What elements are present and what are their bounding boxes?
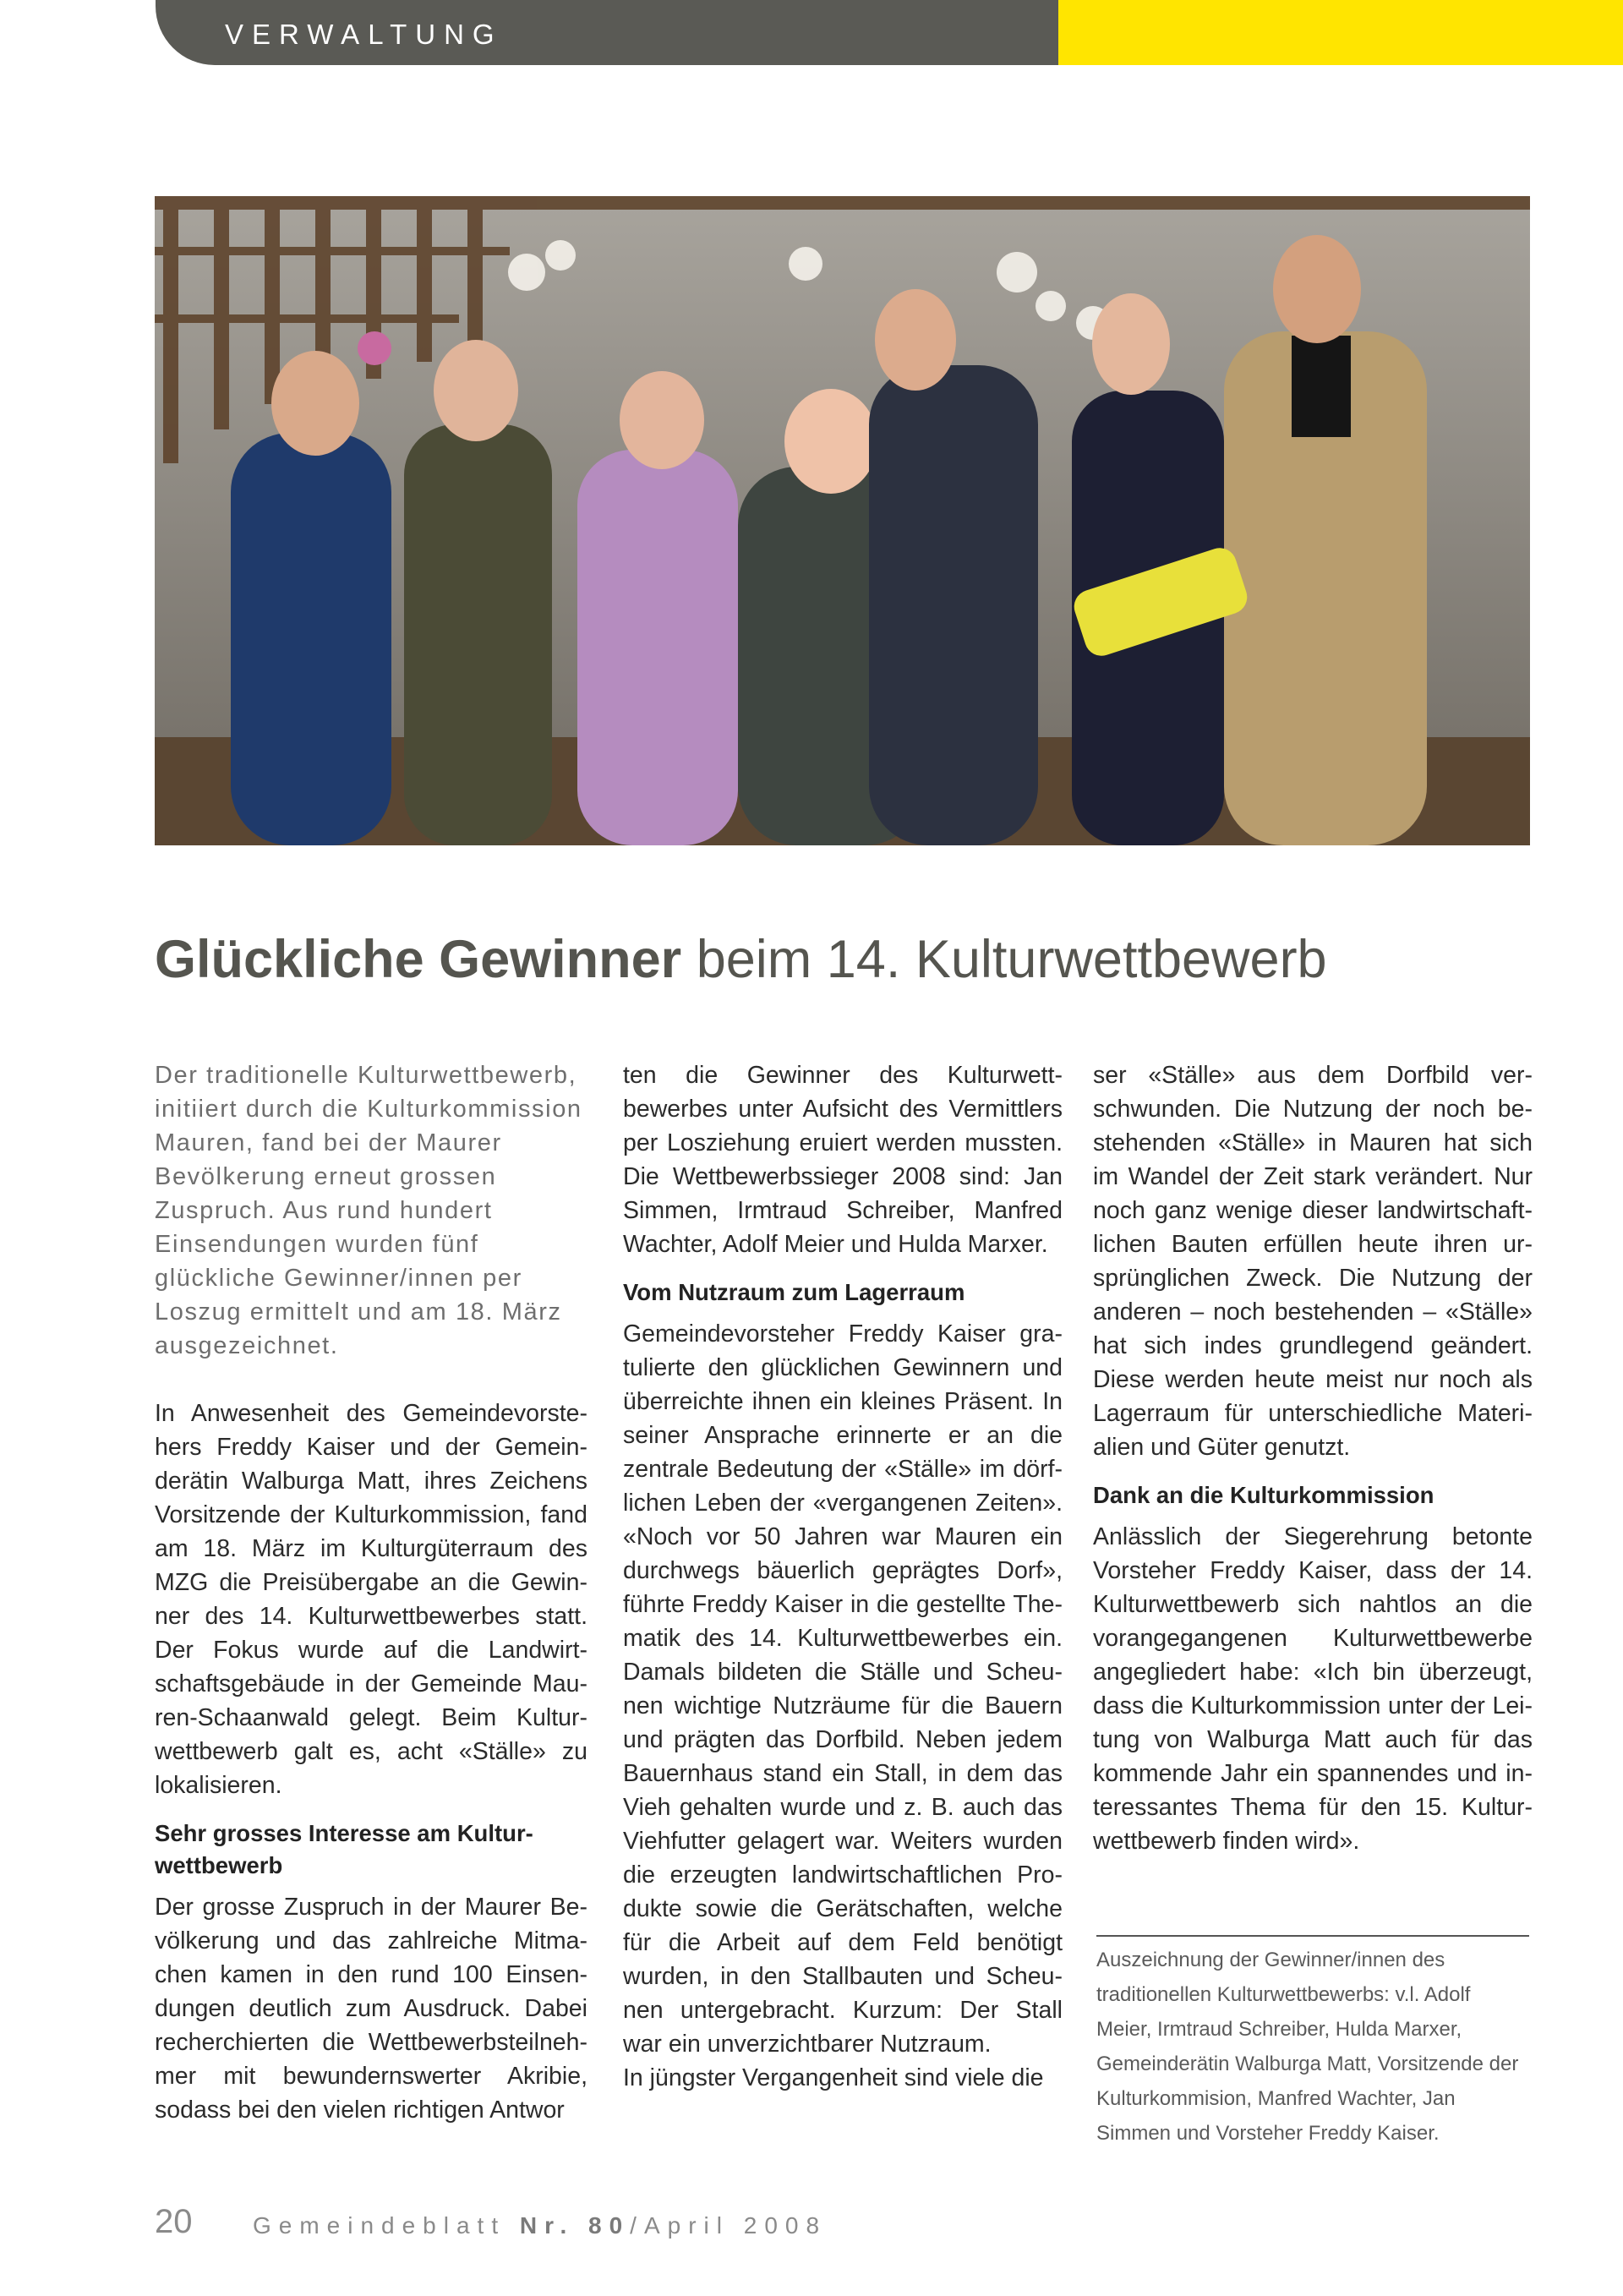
- issue-date: /April 2008: [630, 2212, 828, 2239]
- article-subheading: Vom Nutzraum zum Lagerraum: [623, 1279, 965, 1305]
- section-title: VERWALTUNG: [225, 19, 503, 50]
- issue-label: Nr. 80: [519, 2212, 631, 2239]
- caption-divider: [1096, 1935, 1529, 1937]
- article-paragraph: Der grosse Zuspruch in der Maurer Bevölkerung und das zahlreiche Mitmachen kamen in den rund 100 Einsendungen deutlich zum Ausdruck. Dabei recherchierten die Wettbewerbsteilnehmer mit bewundernswerter Akribie, sodass bei den vielen richtigen Antwor: [155, 1894, 587, 2124]
- headline-bold: Glückliche Gewinner: [155, 930, 682, 989]
- article-column-2: [623, 1058, 1063, 2095]
- photo-caption: Auszeichnung der Gewinner/innen des traditionellen Kulturwettbewerbs: v.l. Adolf Meier, Irmtraud Schreiber, Hulda Marxer, Gemeinderätin Walburga Matt, Vorsitzende der Kulturkommision, Manfred Wachter, Jan Simmen und Vorsteher Freddy Kaiser.: [1096, 1949, 1519, 2145]
- article-paragraph: Anlässlich der Siegerehrung betonte Vorsteher Freddy Kaiser, dass der 14. Kulturwettbewerb sich nahtlos an die vorangegangenen Kulturwettbewerbe angegliedert habe: «Ich bin überzeugt, dass die Kulturkommission unter der Leitung von Walburga Matt auch für das kommende Jahr ein spannendes und interessantes Thema für den 15. Kulturwettbewerb finden wird».: [1093, 1523, 1533, 1855]
- group-photo-icon: [155, 196, 1530, 845]
- publication-name: Gemeindeblatt: [253, 2212, 506, 2239]
- article-subheading: Sehr grosses Interesse am Kulturwettbewerb: [155, 1820, 533, 1878]
- article-subheading: Dank an die Kulturkommission: [1093, 1482, 1434, 1508]
- article-lead: Der traditionelle Kulturwettbewerb, initiiert durch die Kulturkommission Mauren, fand bei der Maurer Bevölkerung erneut grossen Zuspruch. Aus rund hundert Einsendungen wurden fünf glückliche Gewinner/innen per Loszug ermittelt und am 18. März ausgezeichnet.: [155, 1062, 582, 1359]
- article-headline: [155, 926, 1541, 993]
- headline-rest: beim 14. Kulturwettbewerb: [696, 930, 1327, 989]
- page-number: 20: [155, 2203, 193, 2240]
- article-paragraph: In Anwesenheit des Gemeindevorstehers Freddy Kaiser und der Gemeinderätin Walburga Matt, ihres Zeichens Vorsitzende der Kulturkommission, fand am 18. März im Kulturgüterraum des MZG die Preisübergabe an die Gewinner des 14. Kulturwettbewerbes statt. Der Fokus wurde auf die Landwirtschaftsgebäude in der Gemeinde Mauren-Schaanwald gelegt. Beim Kulturwettbewerb galt es, acht «Ställe» zu lokalisieren.: [155, 1400, 587, 1799]
- publication-footer: [253, 2212, 827, 2239]
- section-header-accent: [1058, 0, 1623, 65]
- article-paragraph: ser «Ställe» aus dem Dorfbild verschwunden. Die Nutzung der noch bestehenden «Ställe» in Mauren hat sich im Wandel der Zeit stark verändert. Nur noch ganz wenige dieser landwirtschaftlichen Bauten erfüllen heute ihren ursprünglichen Zweck. Die Nutzung der anderen – noch bestehenden – «Ställe» hat sich indes grundlegend geändert. Diese werden heute meist nur noch als Lagerraum für unterschiedliche Materialien und Güter genutzt.: [1093, 1062, 1533, 1461]
- group-photo: [155, 196, 1530, 845]
- article-column-1: [155, 1058, 587, 2127]
- article-paragraph: In jüngster Vergangenheit sind viele die: [623, 2064, 1044, 2091]
- article-column-3: [1093, 1058, 1533, 1858]
- article-paragraph: Gemeindevorsteher Freddy Kaiser gratulierte den glücklichen Gewinnern und überreichte ihnen ein kleines Präsent. In seiner Ansprache erinnerte er an die zentrale Bedeutung der «Ställe» im dörflichen Leben der «vergangenen Zeiten». «Noch vor 50 Jahren war Mauren ein durchwegs bäuerlich geprägtes Dorf», führte Freddy Kaiser in die gestellte Thematik des 14. Kulturwettbewerbes ein. Damals bildeten die Ställe und Scheunen wichtige Nutzräume für die Bauern und prägten das Dorfbild. Neben jedem Bauernhaus stand ein Stall, in dem das Vieh gehalten wurde und z. B. auch das Viehfutter gelagert war. Weiters wurden die erzeugten landwirtschaftlichen Produkte sowie die Gerätschaften, welche für die Arbeit auf dem Feld benötigt wurden, in den Stallbauten und Scheunen untergebracht. Kurzum: Der Stall war ein unverzichtbarer Nutzraum.: [623, 1320, 1063, 2058]
- article-paragraph: ten die Gewinner des Kulturwettbewerbes unter Aufsicht des Vermittlers per Losziehung eruiert werden mussten. Die Wettbewerbssieger 2008 sind: Jan Simmen, Irmtraud Schreiber, Manfred Wachter, Adolf Meier und Hulda Marxer.: [623, 1062, 1063, 1258]
